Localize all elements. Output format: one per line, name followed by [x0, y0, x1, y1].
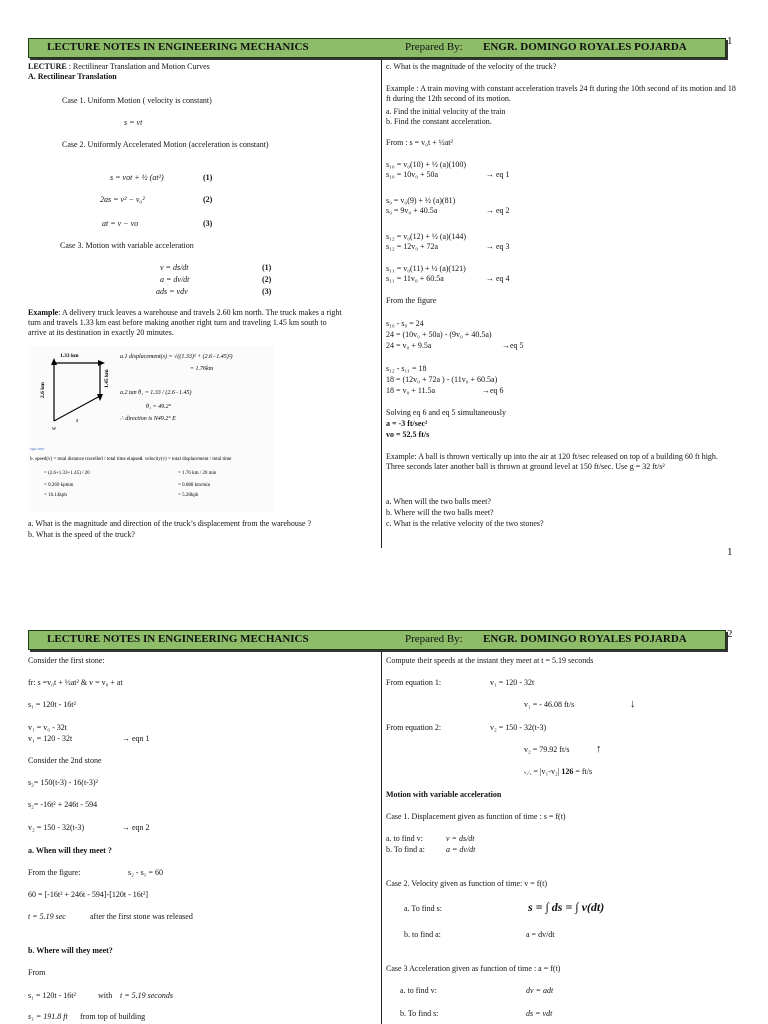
s1-answer: s₁ = 191.8 ft	[28, 1012, 68, 1021]
page-number-top-2: 2	[727, 628, 733, 640]
motion-variable-heading: Motion with variable acceleration	[386, 790, 502, 799]
s10-step1: s₁₀ = v₀(10) + ½ (a)(100)	[386, 160, 467, 169]
section-a-heading: A. Rectilinear Translation	[28, 72, 117, 81]
v2-value: v₂ = 79.92 ft/s	[524, 745, 570, 754]
s11-step1: s₁₁ = v₀(11) + ½ (a)(121)	[386, 264, 466, 273]
s10-step2: s₁₀ = 10v₀ + 50a	[386, 170, 439, 179]
v1-equation-b: v₁ = 120 - 32t	[28, 734, 73, 743]
s9-step1: s₉ = v₀(9) + ½ (a)(81)	[386, 196, 456, 205]
eq3-tag: → eq 3	[486, 242, 510, 251]
case3-find-v-eq: dv = adt	[526, 986, 554, 995]
equation-2-3-number: (3)	[203, 219, 213, 228]
consider-first-stone: Consider the first stone:	[28, 656, 105, 665]
v1-value: v₁ = - 46.08 ft/s	[524, 700, 575, 709]
case1-find-v: a. to find v:	[386, 834, 423, 843]
case3-find-s: b. To find s:	[400, 1009, 439, 1018]
eq6-tag: →eq 6	[482, 386, 504, 395]
from-formula: From : s = v₀t + ½at²	[386, 138, 453, 147]
example-paragraph	[28, 308, 346, 338]
lecture-text: : Rectilinear Translation and Motion Curves	[68, 62, 210, 71]
right-column	[386, 0, 738, 560]
equation-3-1-number: (1)	[262, 263, 272, 272]
relative-velocity-number: 126	[561, 767, 574, 776]
m-line6: 18 = v₀ + 11.5a	[386, 386, 436, 395]
from-equation-2: From equation 2:	[386, 723, 442, 732]
case1-find-v-eq: v = ds/dt	[446, 834, 475, 843]
ball-example: Example: A ball is thrown vertically up into the air at 120 ft/sec released on top of a building 60 ft high. Three seconds later another ball is thrown at ground level at 150 ft/sec. Use g = 32 ft/s²	[386, 452, 718, 471]
left-column	[28, 0, 380, 560]
label-1-45-km: 1.45 km	[104, 369, 110, 388]
header-prepared-by-2: Prepared By:	[405, 633, 463, 645]
equation-2-2: 2as = v² − v₀²	[100, 195, 145, 204]
solving-line: Solving eq 6 and eq 5 simultaneously	[386, 408, 506, 417]
question-b: b. What is the speed of the truck?	[28, 530, 135, 539]
m-line5: 18 = (12v₀ + 72a ) - (11v₀ + 60.5a)	[386, 375, 498, 384]
from-figure-2: From the figure:	[28, 868, 81, 877]
equation-3-2-number: (2)	[262, 275, 272, 284]
label-w: w	[52, 426, 57, 432]
speed-kph: = 16.14kph	[44, 493, 67, 498]
case3-acceleration: Case 3 Acceleration given as function of time : a = f(t)	[386, 964, 561, 973]
eq5-tag: →eq 5	[502, 341, 524, 350]
equation-1-v1: v₁ = 120 - 32t	[490, 678, 535, 687]
arrow-down-icon: ↓	[630, 698, 636, 710]
from-equation-1: From equation 1:	[386, 678, 442, 687]
ball-question-a: a. When will the two balls meet?	[386, 497, 491, 506]
consider-second-stone: Consider the 2nd stone	[28, 756, 102, 765]
left-column-2	[28, 560, 380, 1024]
header-author: ENGR. DOMINGO ROYALES POJARDA	[483, 41, 687, 53]
velocity-formula: c. velocity(v) = total displacement / total time	[140, 457, 232, 462]
relation-s2-s1: s₂ - s₁ = 60	[128, 868, 163, 877]
equation-2-v2: v₂ = 150 - 32(t-3)	[490, 723, 547, 732]
case2-find-a: b. to find a:	[404, 930, 441, 939]
case3-find-s-eq: ds = vdt	[526, 1009, 553, 1018]
with-label: with	[98, 991, 113, 1000]
case2-find-s: a. To find s:	[404, 904, 442, 913]
label-1-33-km: 1.33 km	[60, 353, 79, 359]
page-2	[0, 560, 768, 1024]
from-the-figure: From the figure	[386, 296, 437, 305]
eq2-tag: → eq 2	[486, 206, 510, 215]
case3-heading: Case 3. Motion with variable acceleration	[60, 241, 194, 250]
case2-velocity: Case 2. Velocity given as function of time: v = f(t)	[386, 879, 547, 888]
velocity-kph: = 5.28kph	[178, 493, 199, 498]
relative-velocity-unit: = ft/s	[575, 767, 593, 776]
truck-figure-svg	[28, 346, 274, 512]
compute-speeds: Compute their speeds at the instant they meet at t = 5.19 seconds	[386, 656, 594, 665]
speed-formula: b. speed(v) = total distance travelled / total time elapsed	[30, 457, 142, 462]
equation-3-3: ads = vdv	[156, 287, 188, 296]
v2-equation: v₂ = 150 - 32(t-3)	[28, 823, 85, 832]
eqn2-tag: → eqn 2	[122, 823, 150, 832]
example-text: : A delivery truck leaves a warehouse and travels 2.60 km north. The truck makes a right turn and travels 1.33 km east before making another right turn and traveling 1.45 km south to arrive at its destination in exactly 20 minutes.	[28, 308, 342, 337]
page-number-top: 1	[727, 35, 733, 47]
lecture-line	[28, 62, 210, 72]
speed-kpmin: = 0.269 kpmin	[44, 483, 74, 488]
speed-step: = (2.6+1.33+1.45) / 20	[44, 471, 90, 476]
example-label: Example	[28, 308, 59, 317]
displacement-result: = 1.76km	[190, 366, 214, 372]
equation-3-3-number: (3)	[262, 287, 272, 296]
equation-2-3: at = v − vo	[102, 219, 139, 228]
label-2-6-km: 2.6 km	[40, 382, 46, 398]
header-prepared-by: Prepared By:	[405, 41, 463, 53]
s1-again: s₁ = 120t - 16t²	[28, 991, 76, 1000]
equation-3-2: a = dv/dt	[160, 275, 190, 284]
case3-find-v: a. to find v:	[400, 986, 437, 995]
question-a: a. What is the magnitude and direction of the truck’s displacement from the warehouse ?	[28, 519, 312, 528]
column-divider	[381, 60, 382, 548]
s2-equation-b: s₂= -16t² + 246t - 594	[28, 800, 98, 809]
case1-find-a-eq: a = dv/dt	[446, 845, 476, 854]
lecture-label: LECTURE	[28, 62, 67, 71]
from-formulas: fr: s =v₀t + ½at² & v = v₀ + at	[28, 678, 123, 687]
case2-heading: Case 2. Uniformly Accelerated Motion (acceleration is constant)	[62, 140, 269, 149]
equation-s-vt: s = vt	[124, 118, 143, 127]
train-question-a: a. Find the initial velocity of the train	[386, 107, 506, 116]
v1-equation-a: v₁ = v₀ - 32t	[28, 723, 67, 732]
theta-value: θ₁ = 49.2°	[146, 404, 171, 410]
s11-step2: s₁₁ = 11v₀ + 60.5a	[386, 274, 444, 283]
question-c: c. What is the magnitude of the velocity of the truck?	[386, 62, 557, 71]
header-author-2: ENGR. DOMINGO ROYALES POJARDA	[483, 633, 687, 645]
page-number-bottom: 1	[727, 546, 733, 558]
tan-formula: a.2 tan θ₁ = 1.33 / (2.6−1.45)	[120, 390, 192, 396]
time-note: after the first stone was released	[90, 912, 193, 921]
relative-velocity	[524, 767, 592, 777]
direction-result: ∴ direction is N49.2° E	[120, 416, 176, 422]
case2-find-a-eq: a = dv/dt	[526, 930, 555, 939]
truck-figure	[28, 346, 274, 512]
question-where-meet: b. Where will they meet?	[28, 946, 113, 955]
m-line1: s₁₀ - s₉ = 24	[386, 319, 424, 328]
equation-3-1: v = ds/dt	[160, 263, 189, 272]
m-line4: s₁₂ - s₁₁ = 18	[386, 364, 427, 373]
answer-acceleration: a = -3 ft/sec²	[386, 419, 428, 428]
label-s: s	[76, 418, 79, 424]
time-with: t = 5.19 seconds	[120, 991, 173, 1000]
train-question-b: b. Find the constant acceleration.	[386, 117, 492, 126]
case1-heading: Case 1. Uniform Motion ( velocity is constant)	[62, 96, 212, 105]
train-example: Example : A train moving with constant acceleration travels 24 ft during the 10th second of its motion and 18 ft during the 12th second of its motion.	[386, 84, 736, 103]
relative-velocity-expr: = |v₁-v₂|	[533, 767, 560, 776]
velocity-step: = 1.76 km / 20 min	[178, 471, 217, 476]
s9-step2: s₉ = 9v₀ + 40.5a	[386, 206, 438, 215]
m-line2: 24 = (10v₀ + 50a) - (9v₀ + 40.5a)	[386, 330, 492, 339]
right-column-2	[386, 560, 738, 1024]
header-title-2: LECTURE NOTES IN ENGINEERING MECHANICS	[47, 633, 309, 645]
eqn1-tag: → eqn 1	[122, 734, 150, 743]
eq4-tag: → eq 4	[486, 274, 510, 283]
arrow-up-icon: ↑	[596, 743, 602, 755]
header-title: LECTURE NOTES IN ENGINEERING MECHANICS	[47, 41, 309, 53]
answer-initial-velocity: vo = 52.5 ft/s	[386, 430, 430, 439]
case2-find-s-eq: s = ∫ ds = ∫ v(dt)	[528, 900, 605, 914]
s12-step1: s₁₂ = v₀(12) + ½ (a)(144)	[386, 232, 467, 241]
displacement-formula: a.1 displacement(s) = √((1.33)² + (2.6−1.45)²)	[120, 354, 233, 360]
time-answer: t = 5.19 sec	[28, 912, 66, 921]
case1-find-a: b. To find a:	[386, 845, 425, 854]
equation-2-2-number: (2)	[203, 195, 213, 204]
ball-question-c: c. What is the relative velocity of the two stones?	[386, 519, 544, 528]
s1-equation: s₁ = 120t - 16t²	[28, 700, 76, 709]
velocity-kmmin: = 0.088 km/min	[178, 483, 211, 488]
s2-equation-a: s₂= 150(t-3) - 16(t-3)²	[28, 778, 98, 787]
relative-velocity-subscript: v₁/₂	[524, 771, 532, 776]
ball-question-b: b. Where will the two balls meet?	[386, 508, 494, 517]
s12-step2: s₁₂ = 12v₀ + 72a	[386, 242, 439, 251]
figure-credit: Ogle 2007	[30, 447, 45, 451]
case1-displacement: Case 1. Displacement given as function of time : s = f(t)	[386, 812, 566, 821]
eq1-tag: → eq 1	[486, 170, 510, 179]
column-divider-2	[381, 652, 382, 1024]
question-when-meet: a. When will they meet ?	[28, 846, 112, 855]
m-line3: 24 = v₀ + 9.5a	[386, 341, 432, 350]
equation-2-1-number: (1)	[203, 173, 213, 182]
s1-note: from top of building	[80, 1012, 146, 1021]
equation-2-1: s = vot + ½ (at²)	[110, 173, 164, 182]
equation-60: 60 = [-16t² + 246t - 594]-[120t - 16t²]	[28, 890, 149, 899]
from-label: From	[28, 968, 46, 977]
